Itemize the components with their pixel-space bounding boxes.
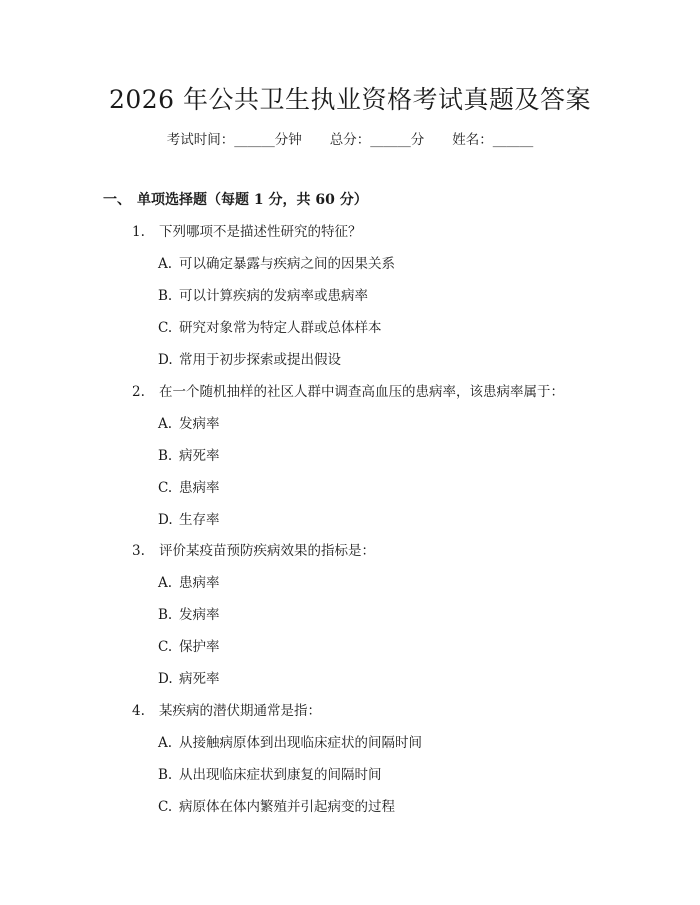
question-number: 4. [132, 703, 145, 719]
option-item [158, 573, 220, 593]
option-item [158, 286, 368, 306]
option-letter: B. [158, 288, 173, 304]
question-item [132, 382, 564, 402]
option-letter: D. [158, 512, 173, 528]
option-item [158, 605, 220, 625]
section-number: 一、 [103, 192, 131, 208]
option-letter: A. [158, 416, 173, 432]
question-number: 3. [132, 543, 145, 559]
total-score-field: 总分：______分 [329, 132, 425, 148]
option-letter: C. [158, 799, 173, 815]
option-letter: A. [158, 575, 173, 591]
question-number: 2. [132, 384, 145, 400]
section-heading [103, 190, 368, 210]
question-number: 1. [132, 224, 145, 240]
question-text: 评价某疫苗预防疾病效果的指标是： [159, 543, 375, 559]
option-item [158, 350, 341, 370]
option-letter: D. [158, 671, 173, 687]
option-text: 病原体在体内繁殖并引起病变的过程 [179, 799, 395, 815]
option-item [158, 797, 395, 817]
option-letter: C. [158, 639, 173, 655]
question-item [132, 222, 362, 242]
option-item [158, 478, 220, 498]
option-letter: A. [158, 256, 173, 272]
option-text: 常用于初步探索或提出假设 [179, 352, 341, 368]
option-text: 可以计算疾病的发病率或患病率 [179, 288, 368, 304]
section-title: 单项选择题（每题 1 分，共 60 分） [137, 192, 368, 208]
option-letter: D. [158, 352, 173, 368]
option-text: 病死率 [179, 671, 220, 687]
option-item [158, 669, 220, 689]
question-item [132, 701, 321, 721]
document-title: 2026 年公共卫生执业资格考试真题及答案 [108, 85, 592, 114]
option-text: 病死率 [179, 448, 220, 464]
option-text: 可以确定暴露与疾病之间的因果关系 [179, 256, 395, 272]
option-item [158, 733, 422, 753]
option-item [158, 446, 220, 466]
option-letter: B. [158, 607, 173, 623]
option-letter: C. [158, 480, 173, 496]
option-item [158, 414, 220, 434]
option-text: 研究对象常为特定人群或总体样本 [179, 320, 382, 336]
option-text: 生存率 [179, 512, 220, 528]
option-item [158, 254, 395, 274]
question-text: 在一个随机抽样的社区人群中调查高血压的患病率，该患病率属于： [159, 384, 564, 400]
option-text: 保护率 [179, 639, 220, 655]
option-letter: A. [158, 735, 173, 751]
option-text: 从出现临床症状到康复的间隔时间 [179, 767, 382, 783]
option-letter: B. [158, 767, 173, 783]
exam-time-field: 考试时间：______分钟 [166, 132, 302, 148]
question-text: 某疾病的潜伏期通常是指： [159, 703, 321, 719]
question-text: 下列哪项不是描述性研究的特征？ [159, 224, 362, 240]
option-item [158, 510, 220, 530]
option-text: 患病率 [179, 480, 220, 496]
student-name-field: 姓名：______ [452, 132, 534, 148]
option-item [158, 637, 220, 657]
option-letter: C. [158, 320, 173, 336]
option-text: 发病率 [179, 416, 220, 432]
question-item [132, 541, 375, 561]
option-letter: B. [158, 448, 173, 464]
exam-meta [0, 130, 700, 150]
option-text: 患病率 [179, 575, 220, 591]
option-text: 从接触病原体到出现临床症状的间隔时间 [179, 735, 422, 751]
option-item [158, 318, 382, 338]
option-text: 发病率 [179, 607, 220, 623]
option-item [158, 765, 382, 785]
